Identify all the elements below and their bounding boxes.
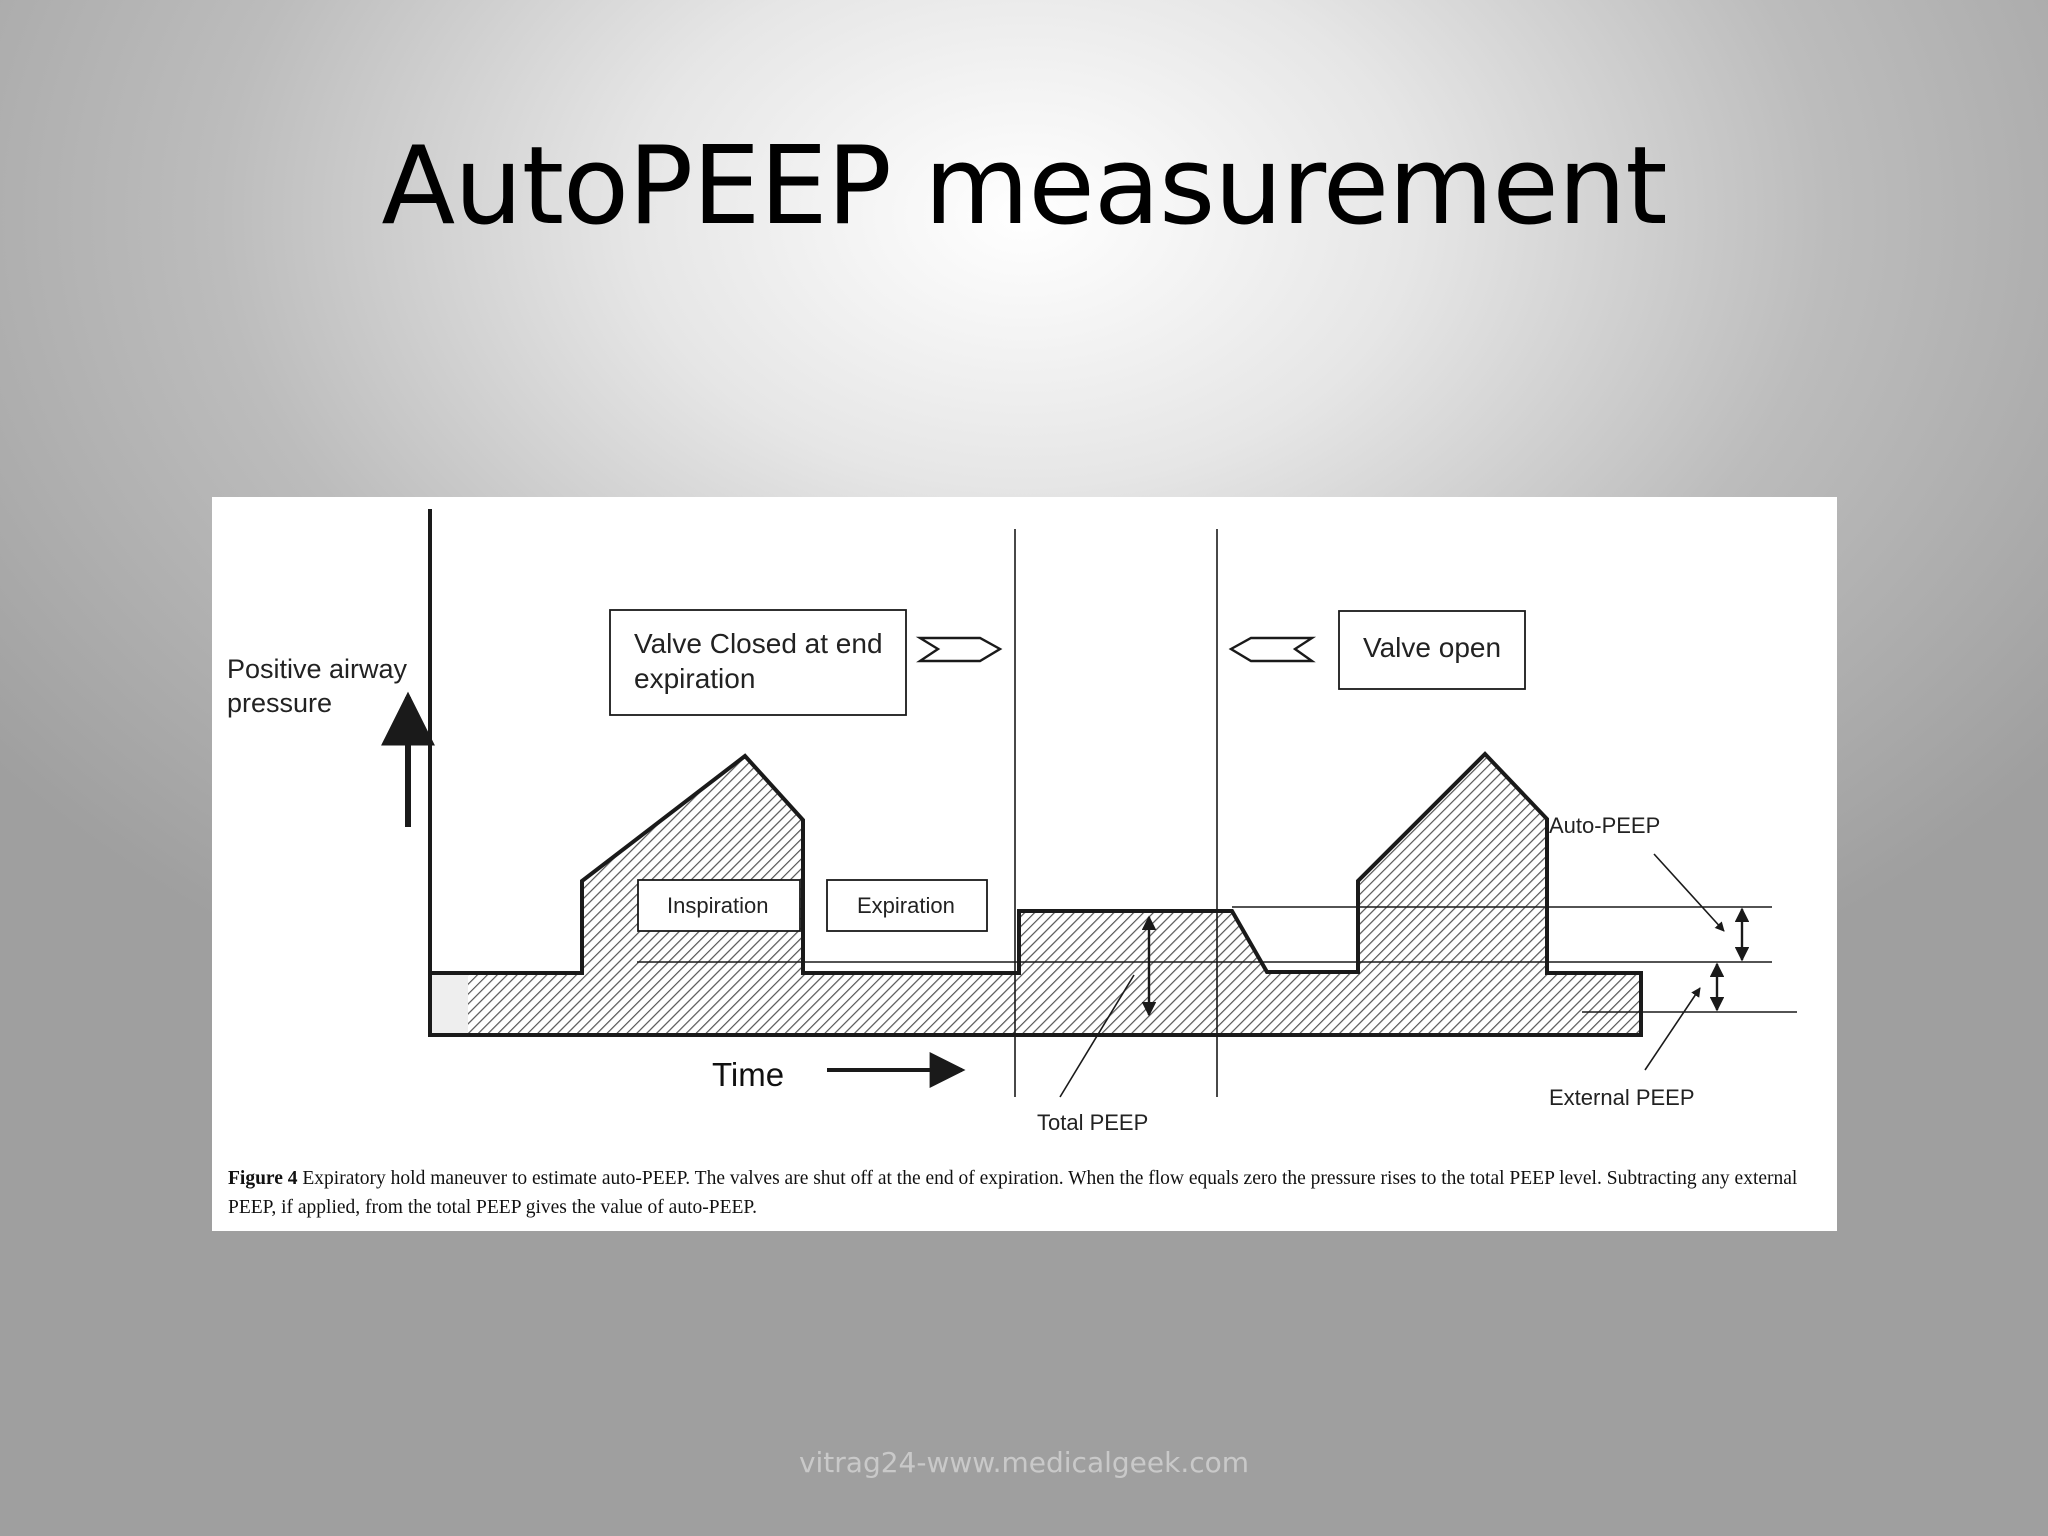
footer-watermark: vitrag24-www.medicalgeek.com	[798, 1446, 1250, 1479]
total-peep-label: Total PEEP	[1037, 1110, 1149, 1135]
valve-close-chevron-icon	[920, 638, 1000, 661]
figure-panel	[212, 497, 1837, 1231]
baseline-unshaded-gap	[430, 975, 468, 1033]
external-peep-leader-arrow	[1645, 988, 1700, 1070]
valve-closed-label-line1: Valve Closed at end	[634, 628, 883, 659]
valve-open-chevron-icon	[1231, 638, 1312, 661]
y-axis-label-line2: pressure	[227, 688, 333, 718]
pressure-waveform	[430, 754, 1641, 1035]
figure-caption-label: Figure 4	[228, 1168, 298, 1189]
external-peep-label: External PEEP	[1549, 1085, 1695, 1110]
inspiration-label: Inspiration	[667, 893, 769, 918]
auto-peep-label: Auto-PEEP	[1549, 813, 1661, 838]
slide-title: AutoPEEP measurement	[381, 124, 1667, 249]
valve-open-label: Valve open	[1363, 632, 1502, 663]
figure-caption-text: Expiratory hold maneuver to estimate auto-PEEP. The valves are shut off at the end of expiration. When the flow equals zero the pressure rises to the total PEEP level. Subtracting any external PEEP, if applied, from the total PEEP gives the value of auto-PEEP.	[228, 1168, 1798, 1218]
expiration-label: Expiration	[857, 893, 955, 918]
y-axis-label-line1: Positive airway	[227, 654, 408, 684]
figure-caption	[228, 1164, 1826, 1222]
valve-closed-label-line2: expiration	[634, 663, 756, 694]
auto-peep-leader-arrow	[1654, 854, 1724, 931]
pressure-time-diagram	[212, 497, 1837, 1157]
x-axis-label: Time	[712, 1056, 785, 1093]
